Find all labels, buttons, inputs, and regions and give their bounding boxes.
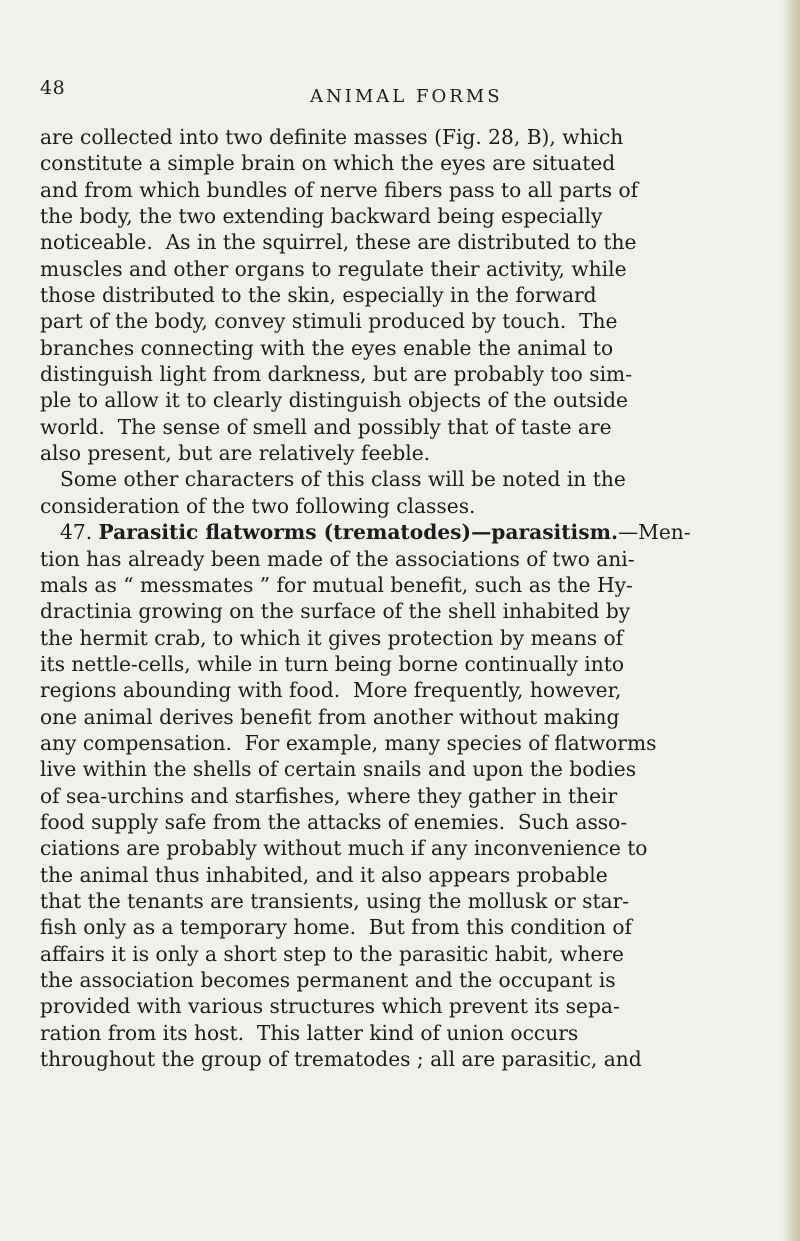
text-line: constitute a simple brain on which the eyes are situated — [40, 151, 616, 176]
text-line: consideration of the two following classes. — [40, 493, 476, 518]
text-line: also present, but are relatively feeble. — [40, 441, 431, 466]
line-text: —Men- — [617, 520, 691, 545]
page-edge-shadow — [782, 0, 800, 1241]
text-line — [40, 519, 766, 545]
text-line: fish only as a temporary home. But from this condition of — [40, 915, 633, 940]
text-line: affairs it is only a short step to the parasitic habit, where — [40, 941, 624, 966]
text-line: dractinia growing on the surface of the shell inhabited by — [40, 599, 631, 624]
text-line: the association becomes permanent and the occupant is — [40, 968, 616, 992]
text-line: are collected into two definite masses (Fig. 28, B), which — [40, 125, 624, 149]
page-number: 48 — [40, 77, 66, 99]
text-line: world. The sense of smell and possibly that of taste are — [40, 414, 612, 439]
text-line: regions abounding with food. More frequently, however, — [40, 678, 622, 703]
text-line: its nettle-cells, while in turn being borne continually into — [40, 651, 625, 676]
text-line: distinguish light from darkness, but are probably too sim- — [40, 362, 633, 387]
text-line: the body, the two extending backward being especially — [40, 204, 603, 229]
text-line: mals as “ messmates ” for mutual benefit, such as the Hy- — [40, 572, 633, 597]
text-line: of sea-urchins and starfishes, where they gather in their — [40, 783, 618, 808]
section-number: 47. — [60, 520, 99, 545]
text-line: noticeable. As in the squirrel, these are distributed to the — [40, 230, 637, 255]
text-line: one animal derives benefit from another without making — [40, 704, 620, 729]
text-line: food supply safe from the attacks of enemies. Such asso- — [40, 809, 628, 834]
text-line: live within the shells of certain snails and upon the bodies — [40, 757, 637, 782]
text-line: any compensation. For example, many species of flatworms — [40, 730, 657, 755]
body-text — [40, 124, 766, 1072]
section-heading: Parasitic flatworms (trematodes)—parasitism. — [98, 520, 618, 545]
text-line: the animal thus inhabited, and it also appears probable — [40, 862, 608, 887]
text-line: part of the body, convey stimuli produced by touch. The — [40, 309, 618, 334]
text-line: that the tenants are transients, using the mollusk or star- — [40, 888, 630, 913]
running-head: ANIMAL FORMS — [310, 86, 503, 107]
text-line: branches connecting with the eyes enable the animal to — [40, 335, 614, 360]
text-line: provided with various structures which prevent its sepa- — [40, 994, 620, 1019]
text-line: Some other characters of this class will be noted in the — [60, 467, 626, 492]
page-header — [0, 0, 800, 110]
text-line: those distributed to the skin, especially in the forward — [40, 283, 597, 308]
text-line: the hermit crab, to which it gives protection by means of — [40, 625, 624, 650]
text-line: muscles and other organs to regulate their activity, while — [40, 256, 627, 281]
text-line: and from which bundles of nerve fibers pass to all parts of — [40, 177, 639, 202]
text-line: throughout the group of trematodes ; all are parasitic, and — [40, 1047, 642, 1072]
text-line: ciations are probably without much if any inconvenience to — [40, 836, 648, 861]
text-line: tion has already been made of the associations of two ani- — [40, 546, 635, 571]
text-line: ration from its host. This latter kind of union occurs — [40, 1020, 579, 1045]
text-line: ple to allow it to clearly distinguish objects of the outside — [40, 388, 628, 413]
